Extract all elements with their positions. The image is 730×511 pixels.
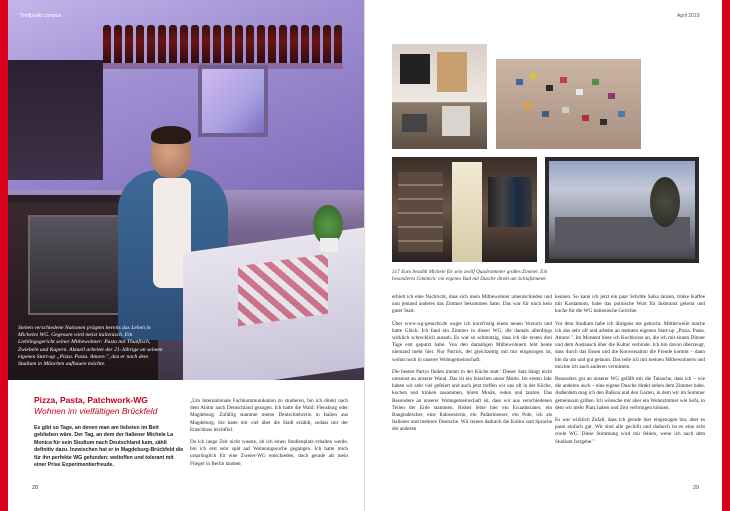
oven [28, 215, 128, 315]
paragraph: Es war wirklich Zufall, dass ich gerade hier eingezogen bin, aber es passt einfach gut. Wir sind alle gechillt und dadurch ist es eine echt coole WG. Diese Stimmung wird mir fehlen, wenn ich nach dem Studium fortgehe." [555, 417, 705, 445]
paragraph: erhielt ich eine Nachricht, dass sich mein Mitbewohner umentschieden und nun jemand anderes das Zimmer bekommen hatte. Das war für mich kein guter Start. [392, 294, 552, 315]
paragraph: kennen. So kann ich jetzt ein paar Schritte Salsa tanzen, trinke Kaffee mit Kardamom, habe das polnische Wort für Insbrunst gelernt und koche für die WG italienische Gerichte. [555, 294, 705, 315]
wine-bottles [103, 20, 343, 65]
plant-pot [320, 238, 338, 252]
page-header: Treffpunkt campus [20, 13, 62, 19]
title-line-1: Pizza, Pasta, Patchwork-WG [34, 395, 148, 405]
photo-caption: 317 Euro bezahlt Michele für sein zwölf Quadratmeter großes Zimmer. Ein besonderes Gimmick: ein eigenes Bad mit Dusche direkt am Schlafzimmer. [392, 269, 548, 282]
page-number: 28 [32, 485, 39, 491]
person-hair [151, 126, 191, 144]
text-column [190, 398, 348, 473]
page-number: 29 [693, 485, 700, 491]
tablecloth-pattern [238, 254, 328, 327]
picture-frame [198, 65, 268, 137]
paragraph: „Um Internationale Fachkommunikation zu studieren, bin ich direkt nach dem Abitur nach Deutschland gezogen. Ich hatte die Wahl: Flensburg oder Magdeburg. Zufällig stammte meine Deutschlehrerin in Italien aus Magdeburg. Sie hatte mir viel über die Stadt erzählt, sodass mir der Entschluss leichtfiel. [190, 398, 348, 433]
text-column-1 [392, 294, 552, 439]
kitchen-photo [8, 0, 365, 380]
room-photo [392, 157, 537, 262]
right-page [365, 0, 722, 511]
paragraph: Besonders gut an unserer WG gefällt mir die Tatsache, dass ich – wie die anderen auch – eine eigene Dusche direkt neben dem Zimmer habe. Außerdem mag ich den Balkon und den Garten, in dem wir im Sommer gemeinsam grillen. Ich wünsche mir aber ein Wohnzimmer wie Sofa, in dem wir mehr Platz haben und Zeit verbringen können. [555, 376, 705, 411]
title-line-2: Wohnen im vielfältigen Brückfeld [34, 406, 158, 416]
wall-pictures-photo [496, 59, 641, 149]
paragraph: Über www.wg-gesucht.de wagte ich kurzfristig einen neuen Versuch und hatte Glück: Ich fand ein Zimmer in dieser WG, die damals allerdings wirklich schrecklich aussah. Es war so schmutzig, dass ich die ersten drei Tage erst geputzt habe. Von den damaligen Mitbewohnern lebt heute niemand mehr hier. Nur Patrick, der gleichzeitig mit mir eingezogen ist, wohnt noch in unserer Wohngemeinschaft. [392, 320, 552, 363]
text-column-2 [555, 294, 705, 451]
lead-paragraph: Es gibt so Tage, an denen man am liebsten im Bett geblieben wäre. Der Tag, an dem der Italiener Michele La Monica für sein Studium nach Deutschland kam, zählt definitiv dazu. Inzwischen hat er in Magdeburg-Brückfeld die für ihn perfekte WG gefunden: weltoffen und tolerant mit einer Prise Experimentierfreude. [34, 425, 184, 469]
left-page [8, 0, 365, 511]
article-title [34, 395, 194, 417]
paragraph: Vor dem Studium habe ich übrigens nie gekocht. Mittlerweile mache ich das sehr oft und arbeite an meinem eigenen Start-up „Pizza. Pasta. Amore.". Im Moment biete ich Kochkurse an, die ich mit einem Dinner und dem Austausch über die Kultur verbinde. Ich bin davon überzeugt, dass durch das Essen und die Konversation die Freude kommt – dann bin da um und gut gelaunt. Das teile ich mit meinen Mitbewohnern und möchte ich auch anderen vermitteln. [555, 320, 705, 370]
photo-cabinet [8, 60, 103, 180]
paragraph: Da ich lange Zeit nicht wusste, ob ich einen Studienplatz erhalten werde, bin ich erst sehr spät auf Wohnungssuche gegangen. Ich hatte mich ursprünglich für eine Zweier-WG entschieden, doch gerade als mein Flieger in Berlin landete, [190, 439, 348, 467]
paragraph: Die besten Partys finden immer in der Küche statt.' Dieser Satz hängt nicht umsonst an unserer Wand. Das ist ein bisschen unser Motto. Im ersten Jahr haben wir sehr viel gefeiert und auch jetzt treffen wir uns oft in der Küche, kochen und trinken zusammen, hören Musik, reden und tanzen. Das Besondere an unserer Wohngemeinschaft ist, dass wir aus verschiedenen Teilen der Erde stammen. Bisher lebte hier ein Ecuadorianer, ein Bangladescher, eine Indonesierin, ein Palästinenser, ein Pole, ich als Italiener und mehrere Deutsche. Wir lernen dadurch die Kultur und Sprache der anderen [392, 368, 552, 433]
balcony-view-photo [545, 157, 699, 263]
page-header: April 2019 [677, 13, 700, 19]
photo-caption: Sieben verschiedene Nationen prägten bereits das Leben in Micheles WG. Gegessen wird meist italienisch. Ein Lieblingsgericht seiner Mitbewohner: Pasta mit Thunfisch, Zwiebeln und Kapern. Aktuell arbeitet der 21-Jährige an seinem eigenen Start-up „Pizza. Pasta. Amore.", das er nach dem Studium in München aufbauen möchte. [18, 325, 163, 368]
kitchen-corner-photo [392, 44, 487, 149]
